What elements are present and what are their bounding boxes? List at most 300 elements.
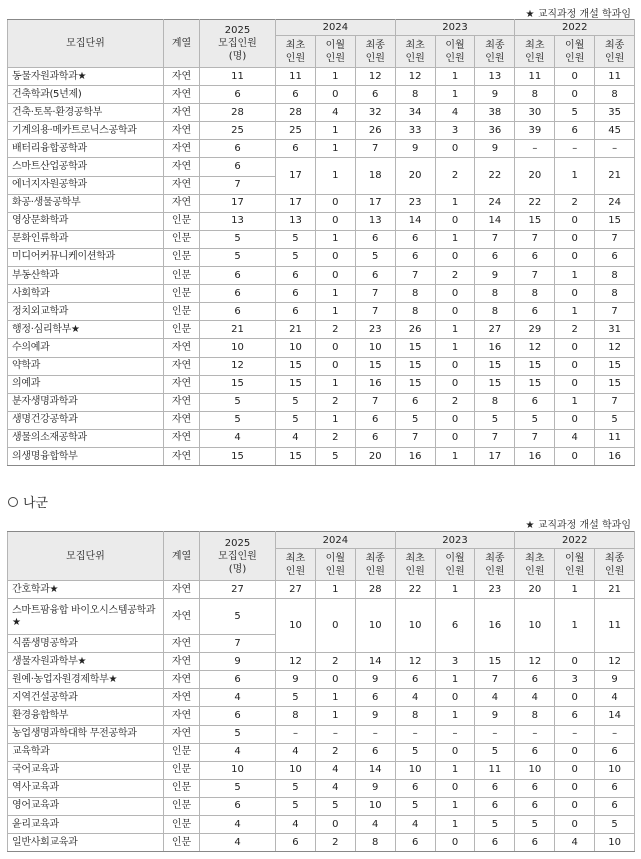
carryover-2023-cell: 1 bbox=[435, 816, 475, 834]
initial-2023-cell: – bbox=[395, 725, 435, 743]
carryover-2022-cell: 1 bbox=[555, 393, 595, 411]
unit-name-cell: 수의예과 bbox=[8, 339, 164, 357]
carryover-2023-cell: 1 bbox=[435, 339, 475, 357]
header-year-2023: 2023 bbox=[395, 20, 515, 36]
initial-2022-cell: 6 bbox=[515, 248, 555, 266]
quota-2025-cell: 5 bbox=[200, 779, 276, 797]
carryover-2022-cell: 0 bbox=[555, 761, 595, 779]
carryover-2023-cell: 3 bbox=[435, 653, 475, 671]
table-row bbox=[8, 779, 635, 797]
initial-2022-cell: 6 bbox=[515, 779, 555, 797]
final-2022-cell: 15 bbox=[595, 357, 635, 375]
initial-2023-cell: 5 bbox=[395, 743, 435, 761]
final-2024-cell: 26 bbox=[355, 122, 395, 140]
final-2023-cell: 9 bbox=[475, 707, 515, 725]
final-2024-cell: 13 bbox=[355, 212, 395, 230]
carryover-2024-cell: 1 bbox=[315, 140, 355, 158]
header-year-2022: 2022 bbox=[515, 532, 635, 549]
initial-2024-cell: 6 bbox=[276, 285, 316, 303]
quota-2025-cell: 5 bbox=[200, 230, 276, 248]
header-initial: 최초 인원 bbox=[276, 549, 316, 581]
final-2023-cell: 17 bbox=[475, 447, 515, 465]
unit-name-cell: 지역건설공학과 bbox=[8, 689, 164, 707]
carryover-2024-cell: 4 bbox=[315, 779, 355, 797]
section-title: 나군 bbox=[23, 496, 49, 511]
table-row bbox=[8, 122, 635, 140]
carryover-2023-cell: 0 bbox=[435, 743, 475, 761]
final-2022-cell: 6 bbox=[595, 779, 635, 797]
carryover-2024-cell: 1 bbox=[315, 230, 355, 248]
final-2022-cell: 14 bbox=[595, 707, 635, 725]
final-2023-cell: 8 bbox=[475, 393, 515, 411]
final-2024-cell: 10 bbox=[355, 599, 395, 653]
initial-2024-cell: 5 bbox=[276, 779, 316, 797]
quota-2025-cell: 6 bbox=[200, 158, 276, 176]
unit-name-cell: 국어교육과 bbox=[8, 761, 164, 779]
unit-name-cell: 동물자원과학과★ bbox=[8, 68, 164, 86]
unit-name-cell: 원예·농업자원경제학부★ bbox=[8, 671, 164, 689]
initial-2022-cell: 6 bbox=[515, 671, 555, 689]
category-cell: 인문 bbox=[164, 834, 200, 852]
final-2024-cell: 6 bbox=[355, 411, 395, 429]
category-cell: 인문 bbox=[164, 303, 200, 321]
final-2022-cell: 11 bbox=[595, 429, 635, 447]
unit-name-cell: 역사교육과 bbox=[8, 779, 164, 797]
admissions-table-ga bbox=[7, 19, 635, 466]
quota-2025-cell: 15 bbox=[200, 375, 276, 393]
final-2024-cell: 32 bbox=[355, 104, 395, 122]
initial-2022-cell: 8 bbox=[515, 86, 555, 104]
final-2023-cell: 22 bbox=[475, 158, 515, 194]
carryover-2023-cell: 2 bbox=[435, 393, 475, 411]
final-2023-cell: 27 bbox=[475, 321, 515, 339]
final-2024-cell: 10 bbox=[355, 339, 395, 357]
header-carryover: 이월 인원 bbox=[555, 36, 595, 68]
category-cell: 자연 bbox=[164, 140, 200, 158]
final-2024-cell: 6 bbox=[355, 743, 395, 761]
quota-2025-cell: 6 bbox=[200, 267, 276, 285]
quota-2025-cell: 13 bbox=[200, 212, 276, 230]
header-carryover: 이월 인원 bbox=[315, 549, 355, 581]
carryover-2022-cell: 0 bbox=[555, 86, 595, 104]
carryover-2022-cell: 1 bbox=[555, 267, 595, 285]
carryover-2022-cell: 6 bbox=[555, 122, 595, 140]
carryover-2024-cell: 1 bbox=[315, 689, 355, 707]
category-cell: 자연 bbox=[164, 411, 200, 429]
initial-2022-cell: 15 bbox=[515, 212, 555, 230]
category-cell: 자연 bbox=[164, 599, 200, 635]
initial-2023-cell: 16 bbox=[395, 447, 435, 465]
carryover-2023-cell: 0 bbox=[435, 779, 475, 797]
unit-name-cell: 스마트팜융합 바이오시스템공학과★ bbox=[8, 599, 164, 635]
final-2022-cell: 8 bbox=[595, 285, 635, 303]
initial-2022-cell: 6 bbox=[515, 743, 555, 761]
final-2022-cell: – bbox=[595, 140, 635, 158]
initial-2022-cell: 6 bbox=[515, 393, 555, 411]
initial-2023-cell: 23 bbox=[395, 194, 435, 212]
initial-2022-cell: 10 bbox=[515, 599, 555, 653]
final-2024-cell: 9 bbox=[355, 707, 395, 725]
carryover-2024-cell: 0 bbox=[315, 86, 355, 104]
category-cell: 자연 bbox=[164, 635, 200, 653]
final-2023-cell: – bbox=[475, 725, 515, 743]
quota-2025-cell: 6 bbox=[200, 86, 276, 104]
unit-name-cell: 식품생명공학과 bbox=[8, 635, 164, 653]
carryover-2022-cell: 0 bbox=[555, 339, 595, 357]
final-2023-cell: 7 bbox=[475, 671, 515, 689]
unit-name-cell: 의생명융합학부 bbox=[8, 447, 164, 465]
carryover-2024-cell: 0 bbox=[315, 248, 355, 266]
unit-name-cell: 정치외교학과 bbox=[8, 303, 164, 321]
final-2022-cell: 11 bbox=[595, 68, 635, 86]
initial-2022-cell: 29 bbox=[515, 321, 555, 339]
initial-2024-cell: 12 bbox=[276, 653, 316, 671]
header-initial: 최초 인원 bbox=[395, 36, 435, 68]
carryover-2023-cell: 1 bbox=[435, 230, 475, 248]
carryover-2023-cell: 0 bbox=[435, 375, 475, 393]
carryover-2024-cell: – bbox=[315, 725, 355, 743]
final-2024-cell: 6 bbox=[355, 230, 395, 248]
carryover-2024-cell: 0 bbox=[315, 357, 355, 375]
initial-2024-cell: 4 bbox=[276, 429, 316, 447]
final-2024-cell: 16 bbox=[355, 375, 395, 393]
carryover-2023-cell: 0 bbox=[435, 248, 475, 266]
unit-name-cell: 영상문화학과 bbox=[8, 212, 164, 230]
quota-2025-cell: 10 bbox=[200, 339, 276, 357]
category-cell: 자연 bbox=[164, 176, 200, 194]
unit-name-cell: 미디어커뮤니케이션학과 bbox=[8, 248, 164, 266]
initial-2023-cell: 10 bbox=[395, 599, 435, 653]
initial-2022-cell: 22 bbox=[515, 194, 555, 212]
final-2022-cell: 21 bbox=[595, 158, 635, 194]
initial-2023-cell: 15 bbox=[395, 357, 435, 375]
quota-2025-cell: 11 bbox=[200, 68, 276, 86]
initial-2022-cell: 5 bbox=[515, 816, 555, 834]
carryover-2024-cell: 1 bbox=[315, 68, 355, 86]
category-cell: 인문 bbox=[164, 248, 200, 266]
circle-bullet-icon bbox=[8, 497, 18, 507]
initial-2024-cell: 13 bbox=[276, 212, 316, 230]
category-cell: 자연 bbox=[164, 375, 200, 393]
initial-2022-cell: – bbox=[515, 140, 555, 158]
final-2023-cell: 6 bbox=[475, 834, 515, 852]
final-2024-cell: 20 bbox=[355, 447, 395, 465]
initial-2023-cell: 6 bbox=[395, 248, 435, 266]
carryover-2024-cell: 5 bbox=[315, 447, 355, 465]
carryover-2022-cell: 0 bbox=[555, 375, 595, 393]
carryover-2022-cell: 0 bbox=[555, 743, 595, 761]
initial-2022-cell: 16 bbox=[515, 447, 555, 465]
initial-2022-cell: 11 bbox=[515, 68, 555, 86]
final-2022-cell: 6 bbox=[595, 248, 635, 266]
quota-2025-cell: 4 bbox=[200, 834, 276, 852]
quota-2025-cell: 4 bbox=[200, 816, 276, 834]
final-2022-cell: 24 bbox=[595, 194, 635, 212]
final-2022-cell: 10 bbox=[595, 834, 635, 852]
carryover-2023-cell: 0 bbox=[435, 834, 475, 852]
carryover-2024-cell: 1 bbox=[315, 303, 355, 321]
initial-2023-cell: 8 bbox=[395, 303, 435, 321]
carryover-2023-cell: 0 bbox=[435, 140, 475, 158]
table-row bbox=[8, 816, 635, 834]
initial-2024-cell: 9 bbox=[276, 671, 316, 689]
final-2024-cell: 6 bbox=[355, 86, 395, 104]
quota-2025-cell: 25 bbox=[200, 122, 276, 140]
carryover-2022-cell: 0 bbox=[555, 285, 595, 303]
carryover-2023-cell: 0 bbox=[435, 357, 475, 375]
carryover-2024-cell: 5 bbox=[315, 797, 355, 815]
carryover-2022-cell: 4 bbox=[555, 834, 595, 852]
header-carryover: 이월 인원 bbox=[315, 36, 355, 68]
unit-name-cell: 에너지자원공학과 bbox=[8, 176, 164, 194]
carryover-2023-cell: 1 bbox=[435, 581, 475, 599]
quota-2025-cell: 12 bbox=[200, 357, 276, 375]
final-2024-cell: 7 bbox=[355, 285, 395, 303]
table-row bbox=[8, 429, 635, 447]
carryover-2024-cell: 1 bbox=[315, 707, 355, 725]
final-2022-cell: 8 bbox=[595, 267, 635, 285]
initial-2023-cell: 7 bbox=[395, 267, 435, 285]
final-2024-cell: 6 bbox=[355, 267, 395, 285]
final-2023-cell: 11 bbox=[475, 761, 515, 779]
carryover-2023-cell: 1 bbox=[435, 194, 475, 212]
carryover-2023-cell: 1 bbox=[435, 671, 475, 689]
carryover-2022-cell: 1 bbox=[555, 581, 595, 599]
category-cell: 자연 bbox=[164, 194, 200, 212]
table-row bbox=[8, 671, 635, 689]
carryover-2023-cell: 0 bbox=[435, 429, 475, 447]
initial-2023-cell: 6 bbox=[395, 671, 435, 689]
final-2023-cell: 8 bbox=[475, 285, 515, 303]
final-2024-cell: 10 bbox=[355, 797, 395, 815]
header-2025: 2025 모집인원 (명) bbox=[200, 20, 276, 68]
carryover-2023-cell: 1 bbox=[435, 86, 475, 104]
final-2022-cell: 7 bbox=[595, 303, 635, 321]
header-initial: 최초 인원 bbox=[515, 549, 555, 581]
category-cell: 자연 bbox=[164, 339, 200, 357]
final-2023-cell: 15 bbox=[475, 357, 515, 375]
header-final: 최종 인원 bbox=[475, 549, 515, 581]
carryover-2022-cell: 2 bbox=[555, 321, 595, 339]
final-2022-cell: 15 bbox=[595, 212, 635, 230]
initial-2023-cell: 7 bbox=[395, 429, 435, 447]
initial-2023-cell: 9 bbox=[395, 140, 435, 158]
carryover-2023-cell: 2 bbox=[435, 158, 475, 194]
carryover-2024-cell: 2 bbox=[315, 321, 355, 339]
initial-2023-cell: 12 bbox=[395, 68, 435, 86]
carryover-2024-cell: 0 bbox=[315, 339, 355, 357]
initial-2023-cell: 10 bbox=[395, 761, 435, 779]
initial-2022-cell: 10 bbox=[515, 761, 555, 779]
header-carryover: 이월 인원 bbox=[555, 549, 595, 581]
category-cell: 자연 bbox=[164, 86, 200, 104]
table-row bbox=[8, 339, 635, 357]
unit-name-cell: 생물자원과학부★ bbox=[8, 653, 164, 671]
carryover-2022-cell: 6 bbox=[555, 707, 595, 725]
initial-2024-cell: 5 bbox=[276, 393, 316, 411]
initial-2022-cell: 4 bbox=[515, 689, 555, 707]
initial-2024-cell: 15 bbox=[276, 357, 316, 375]
carryover-2023-cell: 1 bbox=[435, 321, 475, 339]
final-2022-cell: 6 bbox=[595, 743, 635, 761]
initial-2024-cell: 10 bbox=[276, 599, 316, 653]
table-row bbox=[8, 447, 635, 465]
unit-name-cell: 생명건강공학과 bbox=[8, 411, 164, 429]
table-row bbox=[8, 743, 635, 761]
final-2023-cell: 14 bbox=[475, 212, 515, 230]
header-category: 계열 bbox=[164, 20, 200, 68]
carryover-2024-cell: 0 bbox=[315, 267, 355, 285]
unit-name-cell: 의예과 bbox=[8, 375, 164, 393]
table-row bbox=[8, 303, 635, 321]
final-2024-cell: 28 bbox=[355, 581, 395, 599]
initial-2024-cell: 8 bbox=[276, 707, 316, 725]
category-cell: 인문 bbox=[164, 321, 200, 339]
unit-name-cell: 생물의소재공학과 bbox=[8, 429, 164, 447]
final-2022-cell: 9 bbox=[595, 671, 635, 689]
initial-2022-cell: 30 bbox=[515, 104, 555, 122]
table-row bbox=[8, 68, 635, 86]
initial-2024-cell: 6 bbox=[276, 267, 316, 285]
final-2023-cell: 6 bbox=[475, 797, 515, 815]
final-2023-cell: 15 bbox=[475, 375, 515, 393]
quota-2025-cell: 4 bbox=[200, 429, 276, 447]
carryover-2022-cell: 1 bbox=[555, 599, 595, 653]
category-cell: 인문 bbox=[164, 779, 200, 797]
quota-2025-cell: 15 bbox=[200, 447, 276, 465]
carryover-2022-cell: 0 bbox=[555, 230, 595, 248]
carryover-2024-cell: 2 bbox=[315, 653, 355, 671]
carryover-2023-cell: 1 bbox=[435, 707, 475, 725]
final-2024-cell: 4 bbox=[355, 816, 395, 834]
initial-2024-cell: 15 bbox=[276, 375, 316, 393]
final-2022-cell: 12 bbox=[595, 653, 635, 671]
table-row bbox=[8, 285, 635, 303]
table-row bbox=[8, 599, 635, 635]
final-2023-cell: 16 bbox=[475, 339, 515, 357]
final-2024-cell: 9 bbox=[355, 671, 395, 689]
initial-2024-cell: 21 bbox=[276, 321, 316, 339]
carryover-2024-cell: 0 bbox=[315, 599, 355, 653]
header-initial: 최초 인원 bbox=[276, 36, 316, 68]
carryover-2022-cell: 0 bbox=[555, 689, 595, 707]
carryover-2022-cell: 5 bbox=[555, 104, 595, 122]
carryover-2022-cell: 0 bbox=[555, 248, 595, 266]
carryover-2022-cell: 3 bbox=[555, 671, 595, 689]
unit-name-cell: 부동산학과 bbox=[8, 267, 164, 285]
initial-2023-cell: 4 bbox=[395, 816, 435, 834]
initial-2022-cell: 7 bbox=[515, 267, 555, 285]
unit-name-cell: 건축·토목·환경공학부 bbox=[8, 104, 164, 122]
initial-2022-cell: 39 bbox=[515, 122, 555, 140]
header-final: 최종 인원 bbox=[475, 36, 515, 68]
final-2022-cell: 45 bbox=[595, 122, 635, 140]
header-year-2024: 2024 bbox=[276, 20, 396, 36]
final-2022-cell: 5 bbox=[595, 411, 635, 429]
final-2024-cell: 7 bbox=[355, 303, 395, 321]
initial-2023-cell: 5 bbox=[395, 411, 435, 429]
final-2023-cell: 4 bbox=[475, 689, 515, 707]
header-year-2023: 2023 bbox=[395, 532, 515, 549]
final-2022-cell: 5 bbox=[595, 816, 635, 834]
quota-2025-cell: 5 bbox=[200, 393, 276, 411]
legend-note-top: ★ 교직과정 개설 학과임 bbox=[525, 9, 631, 20]
final-2022-cell: 21 bbox=[595, 581, 635, 599]
carryover-2022-cell: 2 bbox=[555, 194, 595, 212]
unit-name-cell: 윤리교육과 bbox=[8, 816, 164, 834]
carryover-2024-cell: 0 bbox=[315, 671, 355, 689]
category-cell: 인문 bbox=[164, 285, 200, 303]
final-2022-cell: 8 bbox=[595, 86, 635, 104]
table-row bbox=[8, 104, 635, 122]
unit-name-cell: 영어교육과 bbox=[8, 797, 164, 815]
initial-2023-cell: 26 bbox=[395, 321, 435, 339]
admissions-table-na bbox=[7, 531, 635, 852]
category-cell: 인문 bbox=[164, 230, 200, 248]
initial-2023-cell: 6 bbox=[395, 230, 435, 248]
final-2023-cell: 9 bbox=[475, 267, 515, 285]
header-initial: 최초 인원 bbox=[515, 36, 555, 68]
quota-2025-cell: 7 bbox=[200, 635, 276, 653]
initial-2024-cell: 5 bbox=[276, 689, 316, 707]
initial-2022-cell: 5 bbox=[515, 411, 555, 429]
quota-2025-cell: 17 bbox=[200, 194, 276, 212]
carryover-2023-cell: 1 bbox=[435, 761, 475, 779]
category-cell: 자연 bbox=[164, 653, 200, 671]
unit-name-cell: 분자생명과학과 bbox=[8, 393, 164, 411]
quota-2025-cell: 6 bbox=[200, 140, 276, 158]
table-row bbox=[8, 357, 635, 375]
category-cell: 인문 bbox=[164, 743, 200, 761]
initial-2023-cell: 4 bbox=[395, 689, 435, 707]
quota-2025-cell: 9 bbox=[200, 653, 276, 671]
initial-2023-cell: 8 bbox=[395, 86, 435, 104]
initial-2022-cell: 12 bbox=[515, 339, 555, 357]
initial-2024-cell: 6 bbox=[276, 140, 316, 158]
initial-2024-cell: 10 bbox=[276, 761, 316, 779]
initial-2022-cell: – bbox=[515, 725, 555, 743]
carryover-2023-cell: 1 bbox=[435, 68, 475, 86]
carryover-2022-cell: – bbox=[555, 140, 595, 158]
table-row bbox=[8, 689, 635, 707]
section-heading-na bbox=[8, 492, 48, 511]
initial-2023-cell: 12 bbox=[395, 653, 435, 671]
carryover-2022-cell: 0 bbox=[555, 816, 595, 834]
carryover-2024-cell: 2 bbox=[315, 429, 355, 447]
initial-2024-cell: 5 bbox=[276, 248, 316, 266]
category-cell: 자연 bbox=[164, 447, 200, 465]
table-row bbox=[8, 267, 635, 285]
initial-2022-cell: 6 bbox=[515, 797, 555, 815]
unit-name-cell: 배터리융합공학과 bbox=[8, 140, 164, 158]
final-2022-cell: 15 bbox=[595, 375, 635, 393]
final-2023-cell: 5 bbox=[475, 743, 515, 761]
table-row bbox=[8, 230, 635, 248]
header-final: 최종 인원 bbox=[595, 36, 635, 68]
category-cell: 인문 bbox=[164, 267, 200, 285]
initial-2023-cell: 6 bbox=[395, 834, 435, 852]
carryover-2022-cell: 0 bbox=[555, 411, 595, 429]
header-unit: 모집단위 bbox=[8, 20, 164, 68]
quota-2025-cell: 5 bbox=[200, 599, 276, 635]
unit-name-cell: 사회학과 bbox=[8, 285, 164, 303]
carryover-2024-cell: 4 bbox=[315, 761, 355, 779]
category-cell: 인문 bbox=[164, 761, 200, 779]
header-year-2022: 2022 bbox=[515, 20, 635, 36]
category-cell: 자연 bbox=[164, 581, 200, 599]
initial-2024-cell: 6 bbox=[276, 834, 316, 852]
initial-2024-cell: 28 bbox=[276, 104, 316, 122]
